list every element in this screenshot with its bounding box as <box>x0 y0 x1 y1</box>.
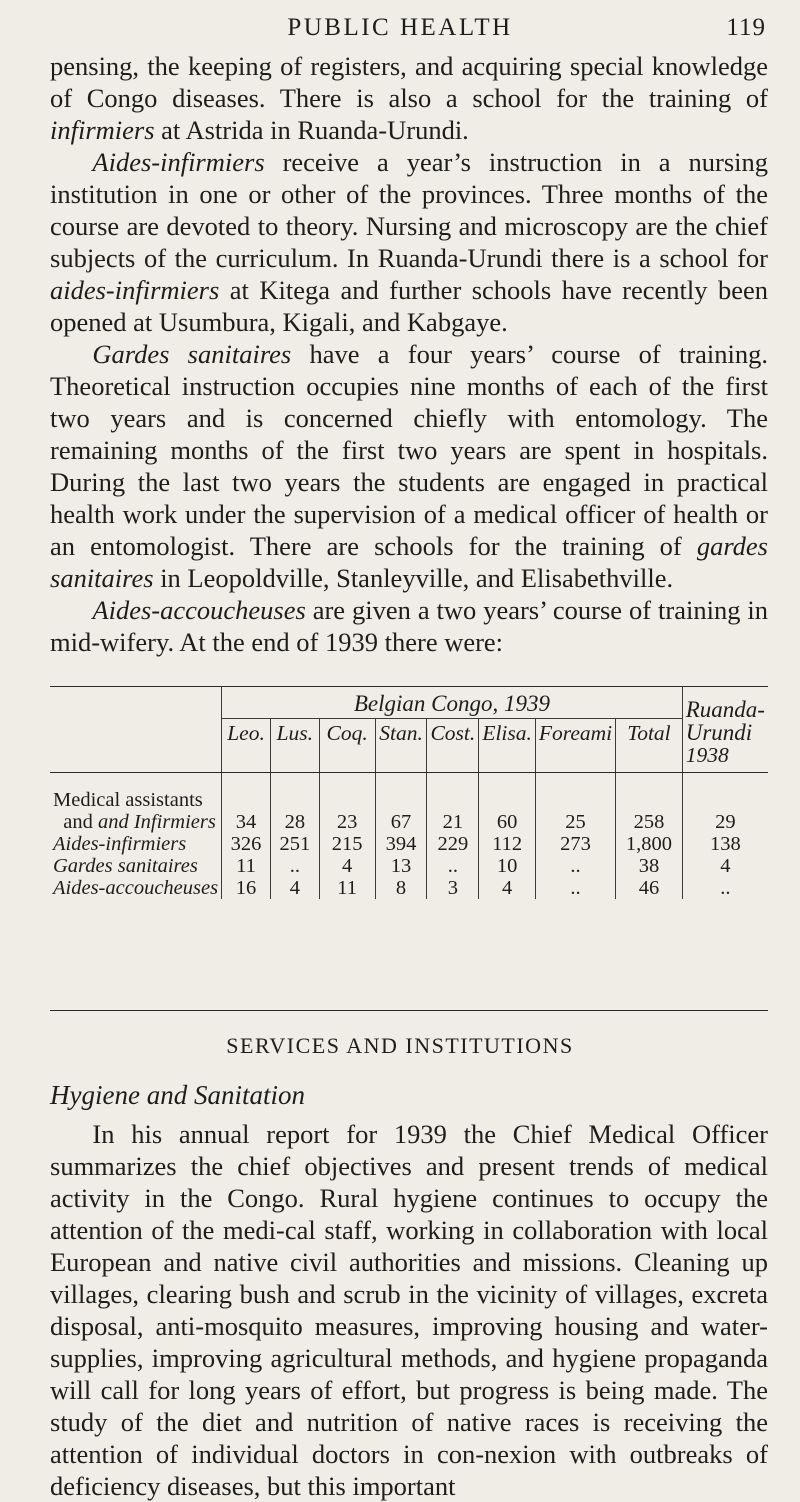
row-label: Aides-accoucheuses <box>53 877 219 899</box>
staff-table-wrapper <box>50 686 768 899</box>
table-cell: 394 <box>375 833 427 855</box>
table-cell: 46 <box>616 877 683 899</box>
section-heading: SERVICES AND INSTITUTIONS <box>226 1033 574 1058</box>
table-cell: .. <box>427 855 479 877</box>
table-cell: 258 <box>616 811 683 833</box>
page-header <box>0 14 800 44</box>
table-cell: 215 <box>319 833 375 855</box>
table-cell: 11 <box>222 855 271 877</box>
intro-text <box>50 50 768 658</box>
running-head: PUBLIC HEALTH <box>287 14 513 41</box>
row-label: Aides-infirmiers <box>53 833 187 855</box>
col-header-coq: Coq. <box>319 719 375 745</box>
table-cell: 1,800 <box>616 833 683 855</box>
table-cell: 25 <box>535 811 615 833</box>
table-cell: 67 <box>375 811 427 833</box>
subheading: Hygiene and Sanitation <box>50 1080 305 1110</box>
table-cell: 4 <box>270 877 319 899</box>
table-cell: 38 <box>616 855 683 877</box>
table-cell: 28 <box>270 811 319 833</box>
table-cell: 251 <box>270 833 319 855</box>
table-cell: .. <box>535 855 615 877</box>
col-header-foreami: Foreami <box>535 719 615 745</box>
table-row: and and Infirmiers 34 28 23 67 21 60 25 258 29 <box>50 811 768 833</box>
col-header-cost: Cost. <box>427 719 479 745</box>
page-number: 119 <box>726 14 766 41</box>
table-bottom-rule <box>50 1010 768 1011</box>
table-cell: 8 <box>375 877 427 899</box>
stub-header <box>50 687 222 719</box>
col-header-stan: Stan. <box>375 719 427 745</box>
table-cell: .. <box>682 877 768 899</box>
table-cell: 23 <box>319 811 375 833</box>
paragraph-1: pensing, the keeping of registers, and acquiring special knowledge of Congo diseases. There is also a school for the training of infirmiers at Astrida in Ruanda-Urundi. <box>50 51 768 145</box>
table-cell: 3 <box>427 877 479 899</box>
group-header-congo: Belgian Congo, 1939 <box>222 687 683 719</box>
table-cell: 13 <box>375 855 427 877</box>
table-cell: 34 <box>222 811 271 833</box>
table-cell: 138 <box>682 833 768 855</box>
table-row <box>50 877 768 899</box>
paragraph-2: Aides-infirmiers receive a year’s instruction in a nursing institution in one or other of the provinces. Three months of the course are devoted to theory. Nursing and microscopy are the chief subjects of the curriculum. In Ruanda-Urundi there is a school for aides-infirmiers at Kitega and further schools have recently been opened at Usumbura, Kigali, and Kabgaye. <box>50 147 768 337</box>
table-cell: 29 <box>682 811 768 833</box>
hygiene-text <box>50 1118 768 1502</box>
table-cell: 21 <box>427 811 479 833</box>
table-cell: 229 <box>427 833 479 855</box>
paragraph-3: Gardes sanitaires have a four years’ course of training. Theoretical instruction occupies nine months of each of the first two years and is concerned chiefly with entomology. The remaining months of the first two years are spent in hospitals. During the last two years the students are engaged in practical health work under the supervision of a medical officer of health or an entomologist. There are schools for the training of gardes sanitaires in Leopoldville, Stanleyville, and Elisabethville. <box>50 339 768 593</box>
group-header-ruanda: Ruanda- Urundi <box>682 687 768 745</box>
table-cell: 326 <box>222 833 271 855</box>
table-cell: 112 <box>479 833 536 855</box>
table-row <box>50 855 768 877</box>
table-cell: 273 <box>535 833 615 855</box>
row-label: and Infirmiers <box>97 811 216 833</box>
row-label: Gardes sanitaires <box>53 855 198 877</box>
col-header-lus: Lus. <box>270 719 319 745</box>
table-cell: .. <box>535 877 615 899</box>
staff-table <box>50 686 768 899</box>
col-header-total: Total <box>616 719 683 745</box>
row-group-label: Medical assistants <box>53 789 203 811</box>
paragraph-4: Aides-accoucheuses are given a two years’ course of training in mid-wifery. At the end of 1939 there were: <box>50 595 768 657</box>
hygiene-paragraph: In his annual report for 1939 the Chief Medical Officer summarizes the chief objectives and present trends of medical activity in the Congo. Rural hygiene continues to occupy the attention of the medi-cal staff, working in collaboration with local European and native civil authorities and missions. Cleaning up villages, clearing bush and scrub in the vicinity of villages, excreta disposal, anti-mosquito measures, improving housing and water-supplies, improving agricultural methods, and hygiene propaganda will call for long years of effort, but progress is being made. The study of the diet and nutrition of native races is receiving the attention of individual doctors in con-nexion with outbreaks of deficiency diseases, but this important <box>50 1119 768 1501</box>
table-cell: 10 <box>479 855 536 877</box>
table-cell: 60 <box>479 811 536 833</box>
table-cell: .. <box>270 855 319 877</box>
table-cell: 16 <box>222 877 271 899</box>
table-cell: 11 <box>319 877 375 899</box>
table-cell: 4 <box>319 855 375 877</box>
col-header-elisa: Elisa. <box>479 719 536 745</box>
table-row <box>50 833 768 855</box>
table-cell: 4 <box>682 855 768 877</box>
col-header-1938: 1938 <box>682 744 768 766</box>
col-header-leo: Leo. <box>222 719 271 745</box>
table-cell: 4 <box>479 877 536 899</box>
